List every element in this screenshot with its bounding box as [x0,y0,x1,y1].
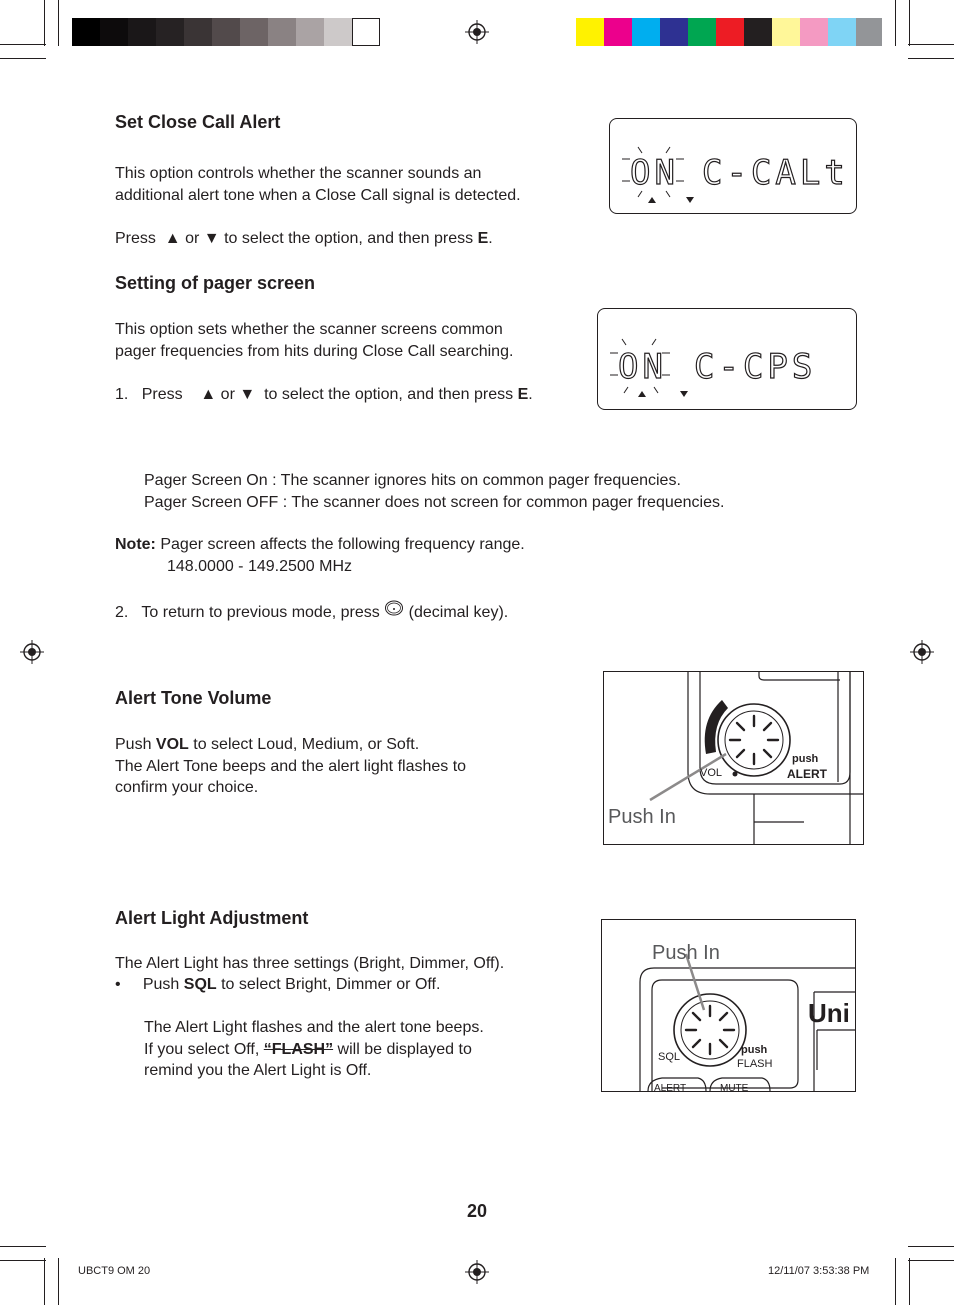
lcd-on-text: ON [618,347,667,387]
instruction-text: to select the option, and then press [264,386,514,403]
page-number: 20 [466,1201,488,1221]
down-arrow-icon: ▼ [239,386,256,403]
vol-knob-illustration [603,671,864,845]
text-line [115,734,466,756]
period: . [528,386,533,403]
or-label: or [185,230,200,247]
up-arrow-icon: ▲ [164,230,181,247]
vol-knob-label: VOL [700,767,723,779]
text-line: This option sets whether the scanner screens common [115,321,503,338]
registration-target-icon [465,20,489,44]
decimal-key-icon [384,600,404,618]
color-swatch [716,18,744,46]
pager-options [144,470,724,513]
registration-target-icon [20,640,44,664]
pager-on-description: Pager Screen On : The scanner ignores hits on common pager frequencies. [144,472,681,489]
registration-target-icon [910,640,934,664]
note [115,534,525,556]
pager-off-description: Pager Screen OFF : The scanner does not screen for common pager frequencies. [144,493,725,511]
gray-swatch [296,18,324,46]
bullet-item [115,974,440,996]
lcd-on-text: ON [630,153,679,193]
key-label: E [477,230,489,247]
color-swatch [772,18,800,46]
section-title-pager-screen: Setting of pager screen [115,273,316,293]
text-line: remind you the Alert Light is Off. [144,1062,372,1079]
alert-button-label: ALERT [654,1083,687,1092]
lcd-display-close-call-alert [609,118,857,214]
push-label: Push [115,736,152,753]
brand-logo-text: Uni [808,998,850,1028]
alert-label: ALERT [787,767,827,781]
key-label: VOL [155,736,189,753]
sql-knob-label: SQL [658,1051,681,1063]
gray-swatch [100,18,128,46]
note-text: Pager screen affects the following frequency range. [160,536,525,553]
flash-label: FLASH [737,1058,773,1070]
instruction-line [115,228,493,250]
mute-button-label: MUTE [720,1083,749,1092]
text-pre: If you select Off, [144,1040,260,1058]
sql-knob-illustration [601,919,856,1092]
paragraph [115,163,521,206]
color-swatch [688,18,716,46]
note-label: Note: [115,536,156,553]
key-label: E [517,386,529,403]
color-swatch [632,18,660,46]
step-number: 1. [115,386,129,403]
paragraph: The Alert Light has three settings (Bright, Dimmer, Off). [115,955,505,972]
press-label: Press [141,386,183,403]
gray-swatch [352,18,380,46]
text-post: will be displayed to [337,1040,472,1058]
section-title-close-call-alert: Set Close Call Alert [115,112,281,132]
paragraph [144,1017,484,1082]
press-label: Press [115,230,156,247]
paragraph [115,734,466,799]
gray-swatch [268,18,296,46]
push-label: push [741,1044,768,1056]
push-label: push [792,753,819,765]
gray-swatch [128,18,156,46]
section-title-alert-light-adjustment: Alert Light Adjustment [115,908,309,928]
key-label: SQL [183,976,217,993]
text-line: pager frequencies from hits during Close Call searching. [115,342,514,360]
push-in-label: Push In [608,806,676,828]
lcd-display-pager-screen [597,308,857,410]
text-line: The Alert Tone beeps and the alert light flashes to [115,757,467,775]
lcd-mode-text: C-CALt [702,153,849,193]
footer-timestamp: 12/11/07 3:53:38 PM [768,1265,870,1277]
color-swatch [800,18,828,46]
step-text: To return to previous mode, press [141,604,380,621]
footer-file-info: UBCT9 OM 20 [78,1265,151,1277]
gray-swatch [156,18,184,46]
section-title-alert-tone-volume: Alert Tone Volume [115,688,272,708]
step-1 [115,384,533,406]
color-swatch [660,18,688,46]
text-line: The Alert Light flashes and the alert tone beeps. [144,1019,484,1036]
color-swatch [576,18,604,46]
period: . [488,230,493,247]
gray-swatch [240,18,268,46]
paragraph [115,319,513,362]
gray-swatch [72,18,100,46]
text-line: additional alert tone when a Close Call signal is detected. [115,186,521,204]
registration-target-icon [465,1260,489,1284]
gray-swatch [212,18,240,46]
step-text-after: (decimal key). [408,604,509,621]
gray-swatch [184,18,212,46]
text-rest: to select Bright, Dimmer or Off. [221,976,441,993]
step-2 [115,600,508,624]
instruction-text: to select the option, and then press [224,230,474,247]
push-in-label: Push In [652,942,720,964]
up-arrow-icon: ▲ [200,386,217,403]
text-line: confirm your choice. [115,779,259,796]
color-swatch [856,18,882,46]
color-swatch [604,18,632,46]
bullet: • [115,976,121,993]
lcd-mode-text: C-CPS [694,347,817,387]
note-range: 148.0000 - 149.2500 MHz [167,558,353,575]
text-line [144,1039,484,1061]
text-line: This option controls whether the scanner sounds an [115,165,482,182]
text-rest: to select Loud, Medium, or Soft. [193,736,420,753]
color-swatch [828,18,856,46]
gray-swatch [324,18,352,46]
flash-quote: “FLASH” [263,1040,334,1058]
color-swatch [744,18,772,46]
step-number: 2. [115,604,129,621]
or-label: or [220,386,235,403]
push-label: Push [142,976,180,993]
down-arrow-icon: ▼ [203,230,220,247]
